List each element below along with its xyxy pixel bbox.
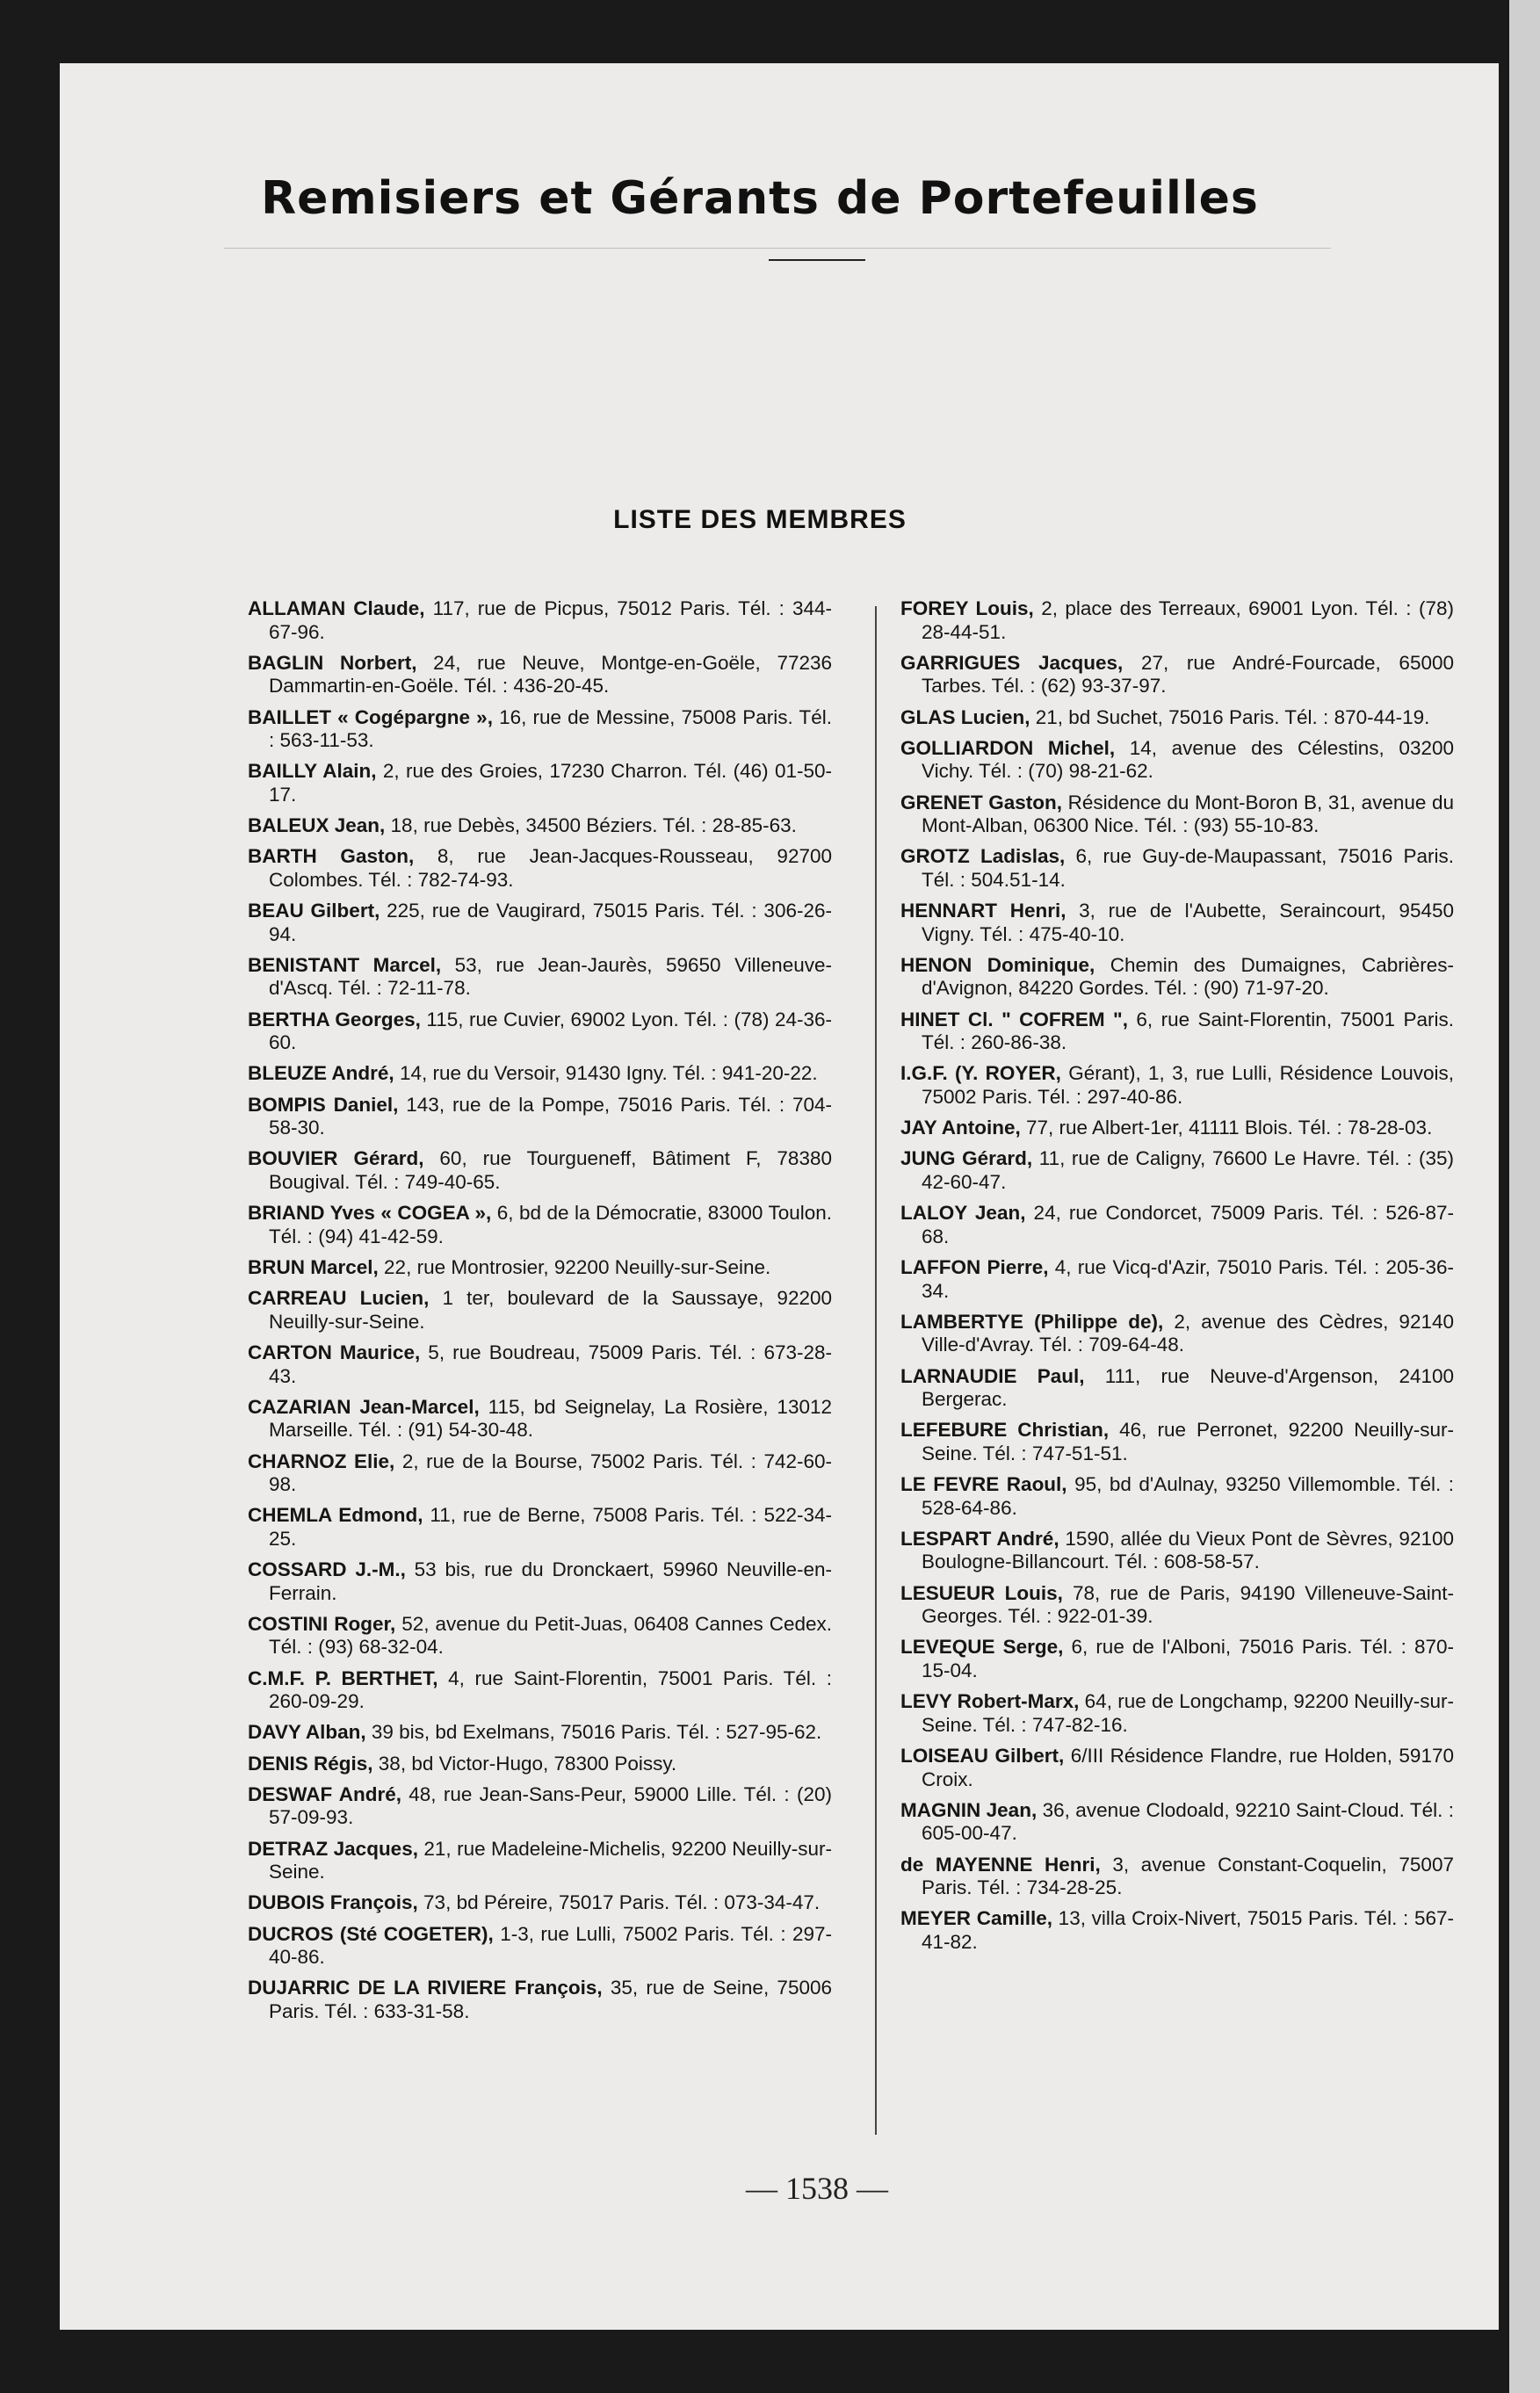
member-address: 2, avenue des Cèdres, 92140 Ville-d'Avray. Tél. : 709-64-48. [922,1310,1454,1356]
title-underline [769,259,865,261]
member-entry [248,1396,832,1442]
member-name: GOLLIARDON Michel, [900,736,1116,759]
member-name: C.M.F. P. BERTHET, [248,1666,438,1689]
member-address: Résidence du Mont-Boron B, 31, avenue du Mont-Alban, 06300 Nice. Tél. : (93) 55-10-83. [922,791,1454,837]
member-address: 18, rue Debès, 34500 Béziers. Tél. : 28-85-63. [385,814,797,837]
member-name: BOMPIS Daniel, [248,1093,399,1116]
member-address: 16, rue de Messine, 75008 Paris. Tél. : 563-11-53. [269,705,832,752]
member-entry [900,1745,1454,1791]
member-entry [248,1009,832,1055]
member-name: ALLAMAN Claude, [248,597,425,619]
member-address: 11, rue de Caligny, 76600 Le Havre. Tél. : (35) 42-60-47. [922,1147,1454,1193]
member-name: CARREAU Lucien, [248,1287,430,1310]
member-address: 2, place des Terreaux, 69001 Lyon. Tél. : (78) 28-44-51. [922,597,1454,643]
member-address: 22, rue Montrosier, 92200 Neuilly-sur-Seine. [378,1255,771,1278]
member-name: JAY Antoine, [900,1117,1021,1139]
member-entry [900,1528,1454,1574]
member-address: 52, avenue du Petit-Juas, 06408 Cannes Cedex. Tél. : (93) 68-32-04. [269,1612,832,1659]
member-entry [248,1721,832,1745]
member-name: GARRIGUES Jacques, [900,651,1124,674]
member-name: de MAYENNE Henri, [900,1853,1101,1876]
member-entry [248,1147,832,1194]
member-entry [248,1504,832,1551]
member-name: MAGNIN Jean, [900,1798,1038,1821]
member-name: CHEMLA Edmond, [248,1504,423,1527]
member-address: 2, rue des Groies, 17230 Charron. Tél. (46) 01-50-17. [269,760,832,806]
member-address: 73, bd Péreire, 75017 Paris. Tél. : 073-34-47. [417,1891,821,1914]
member-entry [900,845,1454,892]
member-entry [900,737,1454,784]
member-entry [900,652,1454,698]
member-entry [248,652,832,698]
member-name: LEVEQUE Serge, [900,1636,1064,1659]
member-name: DENIS Régis, [248,1752,373,1775]
member-address: 48, rue Jean-Sans-Peur, 59000 Lille. Tél. : (20) 57-09-93. [269,1782,832,1829]
member-name: HENNART Henri, [900,900,1066,922]
header-rule [224,248,1331,249]
member-name: LEVY Robert-Marx, [900,1690,1080,1713]
member-address: 6, rue Saint-Florentin, 75001 Paris. Tél. : 260-86-38. [922,1008,1454,1054]
member-name: MEYER Camille, [900,1907,1052,1930]
member-name: LE FEVRE Raoul, [900,1473,1067,1496]
page-number: — 1538 — [746,2171,888,2206]
member-entry [900,1419,1454,1465]
member-name: LALOY Jean, [900,1202,1026,1225]
member-entry [900,597,1454,644]
member-name: LAFFON Pierre, [900,1255,1049,1278]
member-address: 2, rue de la Bourse, 75002 Paris. Tél. : 742-60-98. [269,1450,833,1496]
member-entry [248,1838,832,1884]
member-name: LARNAUDIE Paul, [900,1364,1085,1387]
members-list-left-column [248,597,832,2031]
member-entry [900,1147,1454,1194]
member-name: BEAU Gilbert, [248,900,380,922]
members-list-right-column [900,597,1454,1962]
member-name: CARTON Maurice, [248,1341,421,1363]
member-name: CHARNOZ Elie, [248,1450,395,1472]
member-name: BALEUX Jean, [248,814,386,837]
member-address: 38, bd Victor-Hugo, 78300 Poissy. [372,1752,677,1775]
member-name: DUCROS (Sté COGETER), [248,1922,494,1945]
member-address: 27, rue André-Fourcade, 65000 Tarbes. Tél. : (62) 93-37-97. [922,651,1454,698]
member-address: 95, bd d'Aulnay, 93250 Villemomble. Tél. : 528-64-86. [922,1473,1454,1519]
member-entry [248,1613,832,1659]
member-address: 3, avenue Constant-Coquelin, 75007 Paris. Tél. : 734-28-25. [922,1853,1454,1899]
member-name: GLAS Lucien, [900,705,1030,728]
member-name: BRUN Marcel, [248,1255,379,1278]
member-entry [900,954,1454,1001]
member-address: 39 bis, bd Exelmans, 75016 Paris. Tél. : 527-95-62. [365,1721,822,1744]
member-address: 115, rue Cuvier, 69002 Lyon. Tél. : (78) 24-36-60. [269,1008,832,1054]
member-name: DESWAF André, [248,1782,401,1805]
member-address: 1-3, rue Lulli, 75002 Paris. Tél. : 297-40-86. [269,1922,833,1969]
member-name: LOISEAU Gilbert, [900,1745,1065,1767]
member-name: HINET Cl. " COFREM ", [900,1008,1128,1030]
member-address: 6/III Résidence Flandre, rue Holden, 59170 Croix. [922,1745,1454,1790]
member-name: BRIAND Yves « COGEA », [248,1202,492,1225]
adjacent-page-edge [1509,0,1540,2393]
member-address: 13, villa Croix-Nivert, 75015 Paris. Tél. : 567-41-82. [922,1907,1455,1953]
member-address: 1590, allée du Vieux Pont de Sèvres, 92100 Boulogne-Billancourt. Tél. : 608-58-57. [922,1527,1454,1573]
member-name: BOUVIER Gérard, [248,1147,424,1170]
section-title: LISTE DES MEMBRES [613,505,907,534]
member-address: Chemin des Dumaignes, Cabrières-d'Avignon, 84220 Gordes. Tél. : (90) 71-97-20. [922,953,1454,1000]
member-address: 6, bd de la Démocratie, 83000 Toulon. Tél. : (94) 41-42-59. [269,1202,832,1247]
member-name: DUJARRIC DE LA RIVIERE François, [248,1977,603,1999]
member-entry [248,1202,832,1248]
member-name: COSSARD J.-M., [248,1558,406,1581]
member-entry [248,1783,832,1830]
member-address: 36, avenue Clodoald, 92210 Saint-Cloud. Tél. : 605-00-47. [922,1798,1455,1845]
member-entry [248,954,832,1001]
member-address: 35, rue de Seine, 75006 Paris. Tél. : 633-31-58. [269,1977,832,2022]
member-entry [248,1256,832,1280]
member-address: 21, bd Suchet, 75016 Paris. Tél. : 870-44-19. [1030,705,1430,728]
member-address: 60, rue Tourgueneff, Bâtiment F, 78380 Bougival. Tél. : 749-40-65. [269,1147,832,1193]
member-entry [900,1062,1454,1109]
member-address: 5, rue Boudreau, 75009 Paris. Tél. : 673-28-43. [269,1341,832,1387]
member-entry [900,1854,1454,1900]
member-entry [900,1009,1454,1055]
member-entry [248,1094,832,1140]
member-address: 53, rue Jean-Jaurès, 59650 Villeneuve-d'Ascq. Tél. : 72-11-78. [269,953,832,1000]
member-entry [248,1667,832,1714]
member-address: 24, rue Condorcet, 75009 Paris. Tél. : 526-87-68. [922,1202,1454,1247]
member-entry [248,900,832,946]
member-address: 117, rue de Picpus, 75012 Paris. Tél. : 344-67-96. [269,597,832,643]
member-name: LESPART André, [900,1527,1059,1550]
member-name: I.G.F. (Y. ROYER, [900,1062,1061,1085]
member-address: 1 ter, boulevard de la Saussaye, 92200 Neuilly-sur-Seine. [269,1287,833,1333]
member-entry [900,1799,1454,1846]
member-name: DUBOIS François, [248,1891,418,1914]
member-entry [248,1923,832,1970]
member-address: 24, rue Neuve, Montge-en-Goële, 77236 Dammartin-en-Goële. Tél. : 436-20-45. [269,651,833,698]
member-entry [248,1287,832,1334]
member-address: 225, rue de Vaugirard, 75015 Paris. Tél. : 306-26-94. [269,900,832,945]
member-entry [248,597,832,644]
member-address: 4, rue Vicq-d'Azir, 75010 Paris. Tél. : 205-36-34. [922,1255,1455,1302]
member-address: 143, rue de la Pompe, 75016 Paris. Tél. : 704-58-30. [269,1093,832,1139]
member-entry [248,1341,832,1388]
member-name: CAZARIAN Jean-Marcel, [248,1395,480,1418]
member-entry [248,1558,832,1605]
member-name: BENISTANT Marcel, [248,953,442,976]
member-address: 77, rue Albert-1er, 41111 Blois. Tél. : 78-28-03. [1020,1117,1433,1139]
member-name: BARTH Gaston, [248,845,415,868]
member-name: GRENET Gaston, [900,791,1063,813]
member-entry [900,792,1454,838]
member-name: BAILLET « Cogépargne », [248,705,493,728]
member-entry [900,1636,1454,1682]
member-entry [900,706,1454,730]
member-name: LAMBERTYE (Philippe de), [900,1310,1164,1333]
member-entry [900,1202,1454,1248]
member-entry [900,1690,1454,1737]
member-entry [248,1891,832,1915]
member-entry [900,1582,1454,1629]
member-name: HENON Dominique, [900,953,1095,976]
member-entry [900,1365,1454,1412]
member-address: 14, rue du Versoir, 91430 Igny. Tél. : 941-20-22. [394,1062,818,1085]
member-address: 14, avenue des Célestins, 03200 Vichy. Tél. : (70) 98-21-62. [922,736,1454,783]
member-entry [900,1117,1454,1140]
member-address: 4, rue Saint-Florentin, 75001 Paris. Tél. : 260-09-29. [269,1666,832,1713]
member-name: LESUEUR Louis, [900,1581,1063,1604]
page-title: Remisiers et Gérants de Portefeuilles [261,172,1259,225]
member-name: GROTZ Ladislas, [900,845,1066,868]
member-entry [248,814,832,838]
member-address: 6, rue Guy-de-Maupassant, 75016 Paris. Tél. : 504.51-14. [922,845,1454,891]
member-entry [248,706,832,753]
member-entry [248,1753,832,1776]
member-entry [900,1473,1454,1520]
member-address: 53 bis, rue du Dronckaert, 59960 Neuville-en-Ferrain. [269,1558,832,1604]
member-name: BERTHA Georges, [248,1008,421,1030]
member-name: FOREY Louis, [900,597,1034,619]
member-address: 11, rue de Berne, 75008 Paris. Tél. : 522-34-25. [269,1504,832,1550]
member-entry [248,1062,832,1086]
member-name: BAILLY Alain, [248,760,377,783]
member-entry [900,1256,1454,1303]
member-name: JUNG Gérard, [900,1147,1033,1170]
member-name: COSTINI Roger, [248,1612,396,1635]
member-address: 21, rue Madeleine-Michelis, 92200 Neuilly-sur-Seine. [269,1837,832,1883]
member-address: 6, rue de l'Alboni, 75016 Paris. Tél. : 870-15-04. [922,1636,1454,1682]
member-address: 8, rue Jean-Jacques-Rousseau, 92700 Colombes. Tél. : 782-74-93. [269,845,832,891]
member-address: 78, rue de Paris, 94190 Villeneuve-Saint-Georges. Tél. : 922-01-39. [922,1581,1454,1628]
member-entry [900,1907,1454,1954]
member-address: 64, rue de Longchamp, 92200 Neuilly-sur-Seine. Tél. : 747-82-16. [922,1690,1454,1736]
member-entry [900,900,1454,946]
column-divider [875,606,877,2135]
member-name: BAGLIN Norbert, [248,651,417,674]
member-address: 115, bd Seignelay, La Rosière, 13012 Marseille. Tél. : (91) 54-30-48. [269,1395,832,1442]
member-entry [248,760,832,806]
member-name: DETRAZ Jacques, [248,1837,418,1860]
member-address: 3, rue de l'Aubette, Seraincourt, 95450 Vigny. Tél. : 475-40-10. [922,900,1454,945]
member-entry [248,1977,832,2023]
member-entry [900,1311,1454,1357]
member-name: LEFEBURE Christian, [900,1419,1110,1442]
member-address: Gérant), 1, 3, rue Lulli, Résidence Louvois, 75002 Paris. Tél. : 297-40-86. [922,1062,1454,1109]
member-entry [248,845,832,892]
member-name: BLEUZE André, [248,1062,394,1085]
member-entry [248,1450,832,1497]
member-address: 111, rue Neuve-d'Argenson, 24100 Bergerac. [922,1364,1455,1411]
member-address: 46, rue Perronet, 92200 Neuilly-sur-Seine. Tél. : 747-51-51. [922,1419,1454,1464]
member-name: DAVY Alban, [248,1721,366,1744]
